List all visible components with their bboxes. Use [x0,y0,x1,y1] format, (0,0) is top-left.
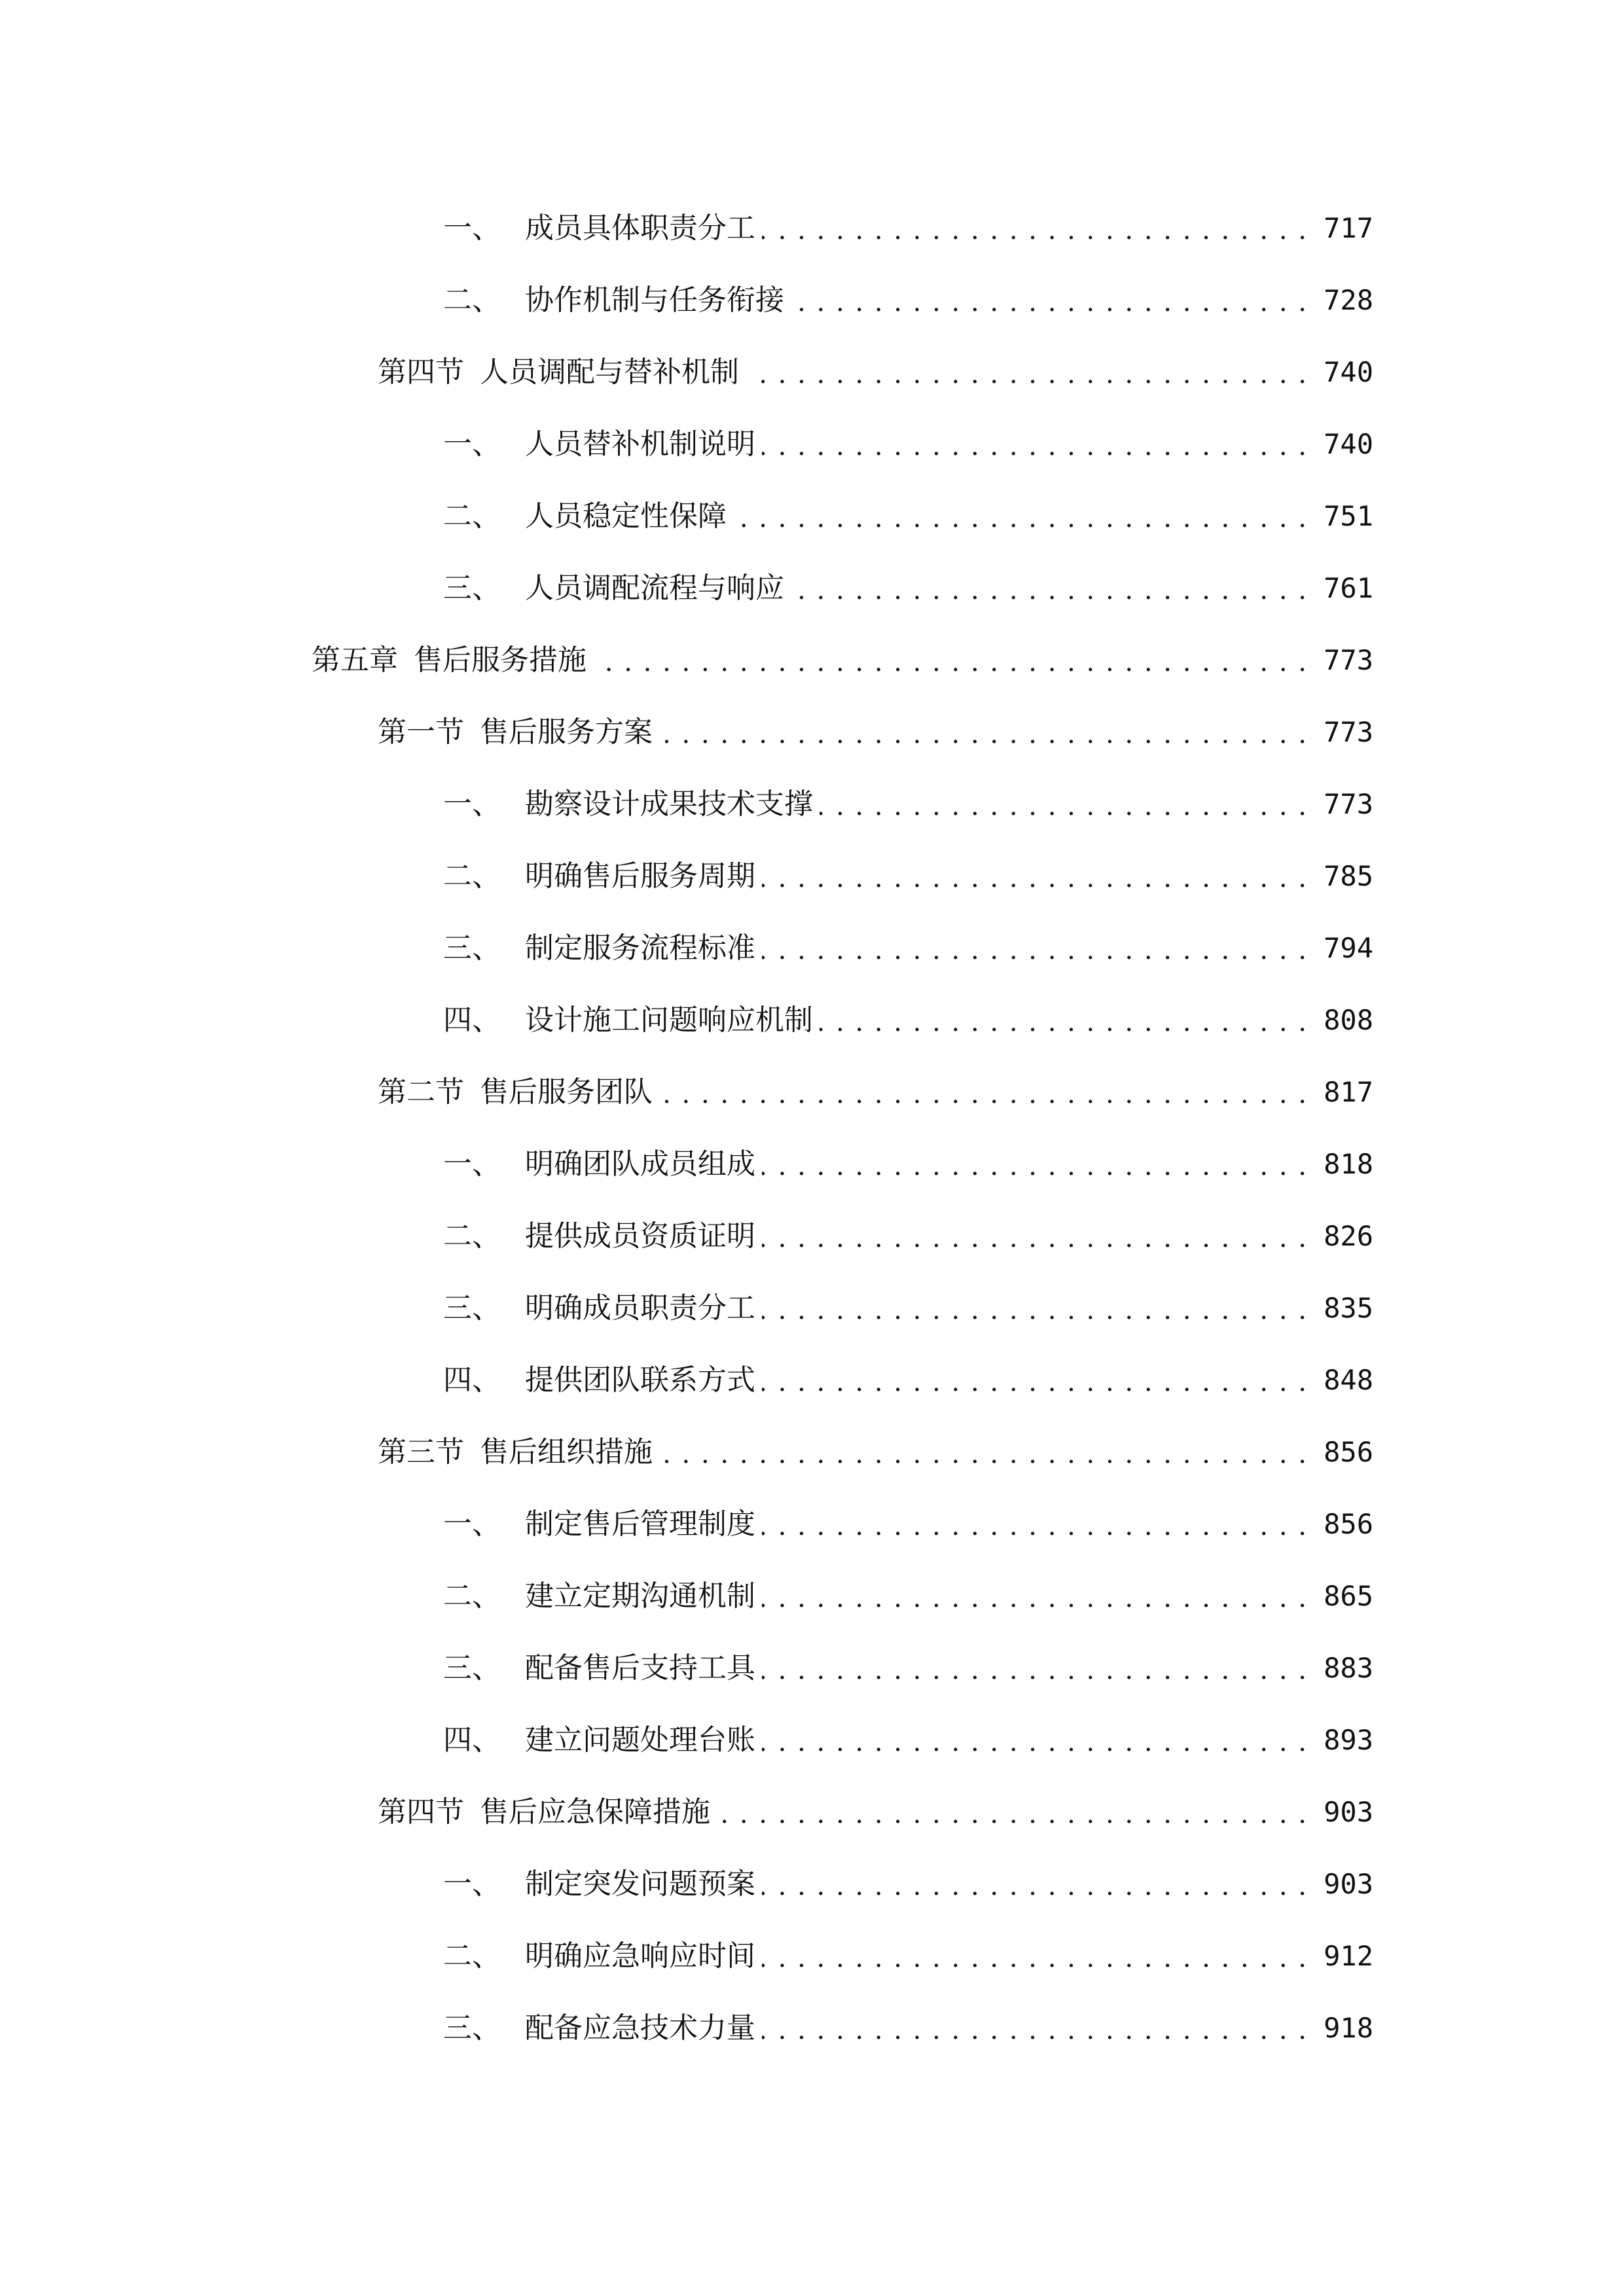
toc-entry-title: 售后组织措施 [480,1435,653,1469]
dot-leader [762,2005,1308,2051]
toc-entry-number: 二、 [443,1579,501,1613]
toc-section-entry[interactable] [378,350,1373,395]
toc-entry-title: 制定服务流程标准 [525,931,755,965]
toc-entry[interactable] [443,565,1373,611]
toc-entry[interactable] [443,2005,1373,2051]
toc-entry-number: 三、 [443,931,501,965]
toc-entry-title: 配备应急技术力量 [525,2011,755,2045]
toc-entry-title: 建立定期沟通机制 [525,1579,755,1613]
toc-entry-title: 明确售后服务周期 [525,859,755,893]
toc-section-entry[interactable] [378,1069,1373,1115]
toc-entry-title: 售后服务措施 [414,643,586,677]
toc-entry-title: 勘察设计成果技术支撑 [525,787,813,821]
dot-leader [733,493,1308,539]
toc-entry[interactable] [443,1645,1373,1691]
toc-chapter-entry[interactable] [312,637,1373,683]
toc-entry-title: 协作机制与任务衔接 [525,283,784,317]
dot-leader [762,853,1308,899]
toc-entry-title: 建立问题处理台账 [525,1723,755,1757]
toc-entry-number: 四、 [443,1003,501,1037]
toc-entry-number: 一、 [443,1507,501,1541]
dot-leader [717,1789,1308,1835]
toc-entry-page: 740 [1324,356,1373,388]
toc-entry-title: 成员具体职责分工 [525,211,755,245]
toc-entry-page: 818 [1324,1148,1373,1180]
toc-entry-page: 903 [1324,1796,1373,1828]
toc-entry-number: 二、 [443,859,501,893]
toc-entry[interactable] [443,206,1373,251]
toc-entry-number: 第五章 [312,643,398,677]
dot-leader [762,925,1308,971]
toc-entry-page: 773 [1324,716,1373,748]
toc-entry-number: 二、 [443,1939,501,1973]
toc-entry[interactable] [443,1573,1373,1619]
toc-entry[interactable] [443,278,1373,323]
dot-leader [762,1285,1308,1331]
toc-entry-title: 提供团队联系方式 [525,1363,755,1397]
dot-leader [746,350,1308,395]
toc-entry-page: 835 [1324,1292,1373,1324]
toc-entry[interactable] [443,853,1373,899]
toc-entry-number: 第一节 [378,715,464,749]
toc-entry-page: 856 [1324,1508,1373,1540]
toc-entry-page: 817 [1324,1076,1373,1108]
toc-entry-title: 配备售后支持工具 [525,1651,755,1685]
toc-entry-title: 售后应急保障措施 [480,1795,710,1829]
toc-entry-number: 一、 [443,1147,501,1181]
toc-entry[interactable] [443,1357,1373,1403]
dot-leader [762,1861,1308,1907]
toc-entry-number: 第四节 [378,1795,464,1829]
toc-entry-title: 提供成员资质证明 [525,1219,755,1253]
toc-entry-page: 856 [1324,1436,1373,1468]
dot-leader [762,1501,1308,1547]
dot-leader [762,1213,1308,1259]
toc-entry-page: 728 [1324,284,1373,316]
toc-entry-number: 第四节 [378,355,464,389]
toc-entry-number: 二、 [443,499,501,533]
toc-entry-page: 773 [1324,788,1373,820]
toc-entry-page: 903 [1324,1868,1373,1900]
toc-entry-page: 893 [1324,1724,1373,1756]
toc-entry-title: 售后服务团队 [480,1075,653,1109]
toc-entry[interactable] [443,781,1373,827]
toc-entry-number: 二、 [443,1219,501,1253]
toc-entry-number: 第二节 [378,1075,464,1109]
toc-entry[interactable] [443,925,1373,971]
toc-entry[interactable] [443,1285,1373,1331]
toc-section-entry[interactable] [378,709,1373,755]
toc-entry[interactable] [443,1141,1373,1187]
toc-entry[interactable] [443,1501,1373,1547]
toc-entry[interactable] [443,1861,1373,1907]
toc-entry-number: 四、 [443,1723,501,1757]
toc-entry[interactable] [443,997,1373,1043]
toc-entry-title: 制定突发问题预案 [525,1867,755,1901]
toc-entry-title: 制定售后管理制度 [525,1507,755,1541]
toc-entry-title: 人员调配流程与响应 [525,571,784,605]
toc-entry-page: 848 [1324,1364,1373,1396]
dot-leader [762,422,1308,467]
toc-entry-page: 761 [1324,572,1373,604]
toc-entry[interactable] [443,1717,1373,1763]
toc-entry-page: 717 [1324,212,1373,244]
dot-leader [762,1933,1308,1979]
toc-entry-number: 三、 [443,2011,501,2045]
toc-entry-number: 一、 [443,787,501,821]
toc-entry-page: 883 [1324,1652,1373,1684]
dot-leader [593,637,1308,683]
toc-section-entry[interactable] [378,1789,1373,1835]
dot-leader [820,781,1308,827]
toc-entry-page: 912 [1324,1940,1373,1972]
dot-leader [820,997,1308,1043]
toc-entry-page: 826 [1324,1220,1373,1252]
toc-entry-number: 三、 [443,571,501,605]
dot-leader [659,1069,1308,1115]
toc-entry-number: 二、 [443,283,501,317]
toc-entry-number: 第三节 [378,1435,464,1469]
dot-leader [791,565,1308,611]
toc-entry[interactable] [443,493,1373,539]
toc-entry-page: 794 [1324,932,1373,964]
toc-entry-page: 808 [1324,1004,1373,1036]
dot-leader [762,1357,1308,1403]
toc-entry-title: 人员替补机制说明 [525,427,755,461]
toc-entry[interactable] [443,1933,1373,1979]
dot-leader [762,1141,1308,1187]
dot-leader [659,1429,1308,1475]
toc-entry-number: 三、 [443,1651,501,1685]
dot-leader [659,709,1308,755]
toc-entry-page: 785 [1324,860,1373,892]
toc-entry-page: 865 [1324,1580,1373,1612]
dot-leader [762,1717,1308,1763]
toc-entry-page: 740 [1324,428,1373,460]
toc-entry-title: 人员调配与替补机制 [480,355,739,389]
toc-entry-page: 918 [1324,2012,1373,2044]
dot-leader [762,206,1308,251]
dot-leader [762,1645,1308,1691]
toc-entry-number: 一、 [443,211,501,245]
toc-entry-page: 751 [1324,500,1373,532]
toc-entry-number: 一、 [443,1867,501,1901]
toc-entry-page: 773 [1324,644,1373,676]
dot-leader [791,278,1308,323]
dot-leader [762,1573,1308,1619]
toc-entry-number: 四、 [443,1363,501,1397]
toc-entry-title: 售后服务方案 [480,715,653,749]
toc-section-entry[interactable] [378,1429,1373,1475]
toc-entry-title: 设计施工问题响应机制 [525,1003,813,1037]
toc-entry-title: 明确应急响应时间 [525,1939,755,1973]
toc-entry[interactable] [443,1213,1373,1259]
toc-entry-title: 明确团队成员组成 [525,1147,755,1181]
toc-entry[interactable] [443,422,1373,467]
toc-entry-title: 明确成员职责分工 [525,1291,755,1325]
toc-entry-number: 一、 [443,427,501,461]
toc-entry-title: 人员稳定性保障 [525,499,727,533]
toc-entry-number: 三、 [443,1291,501,1325]
